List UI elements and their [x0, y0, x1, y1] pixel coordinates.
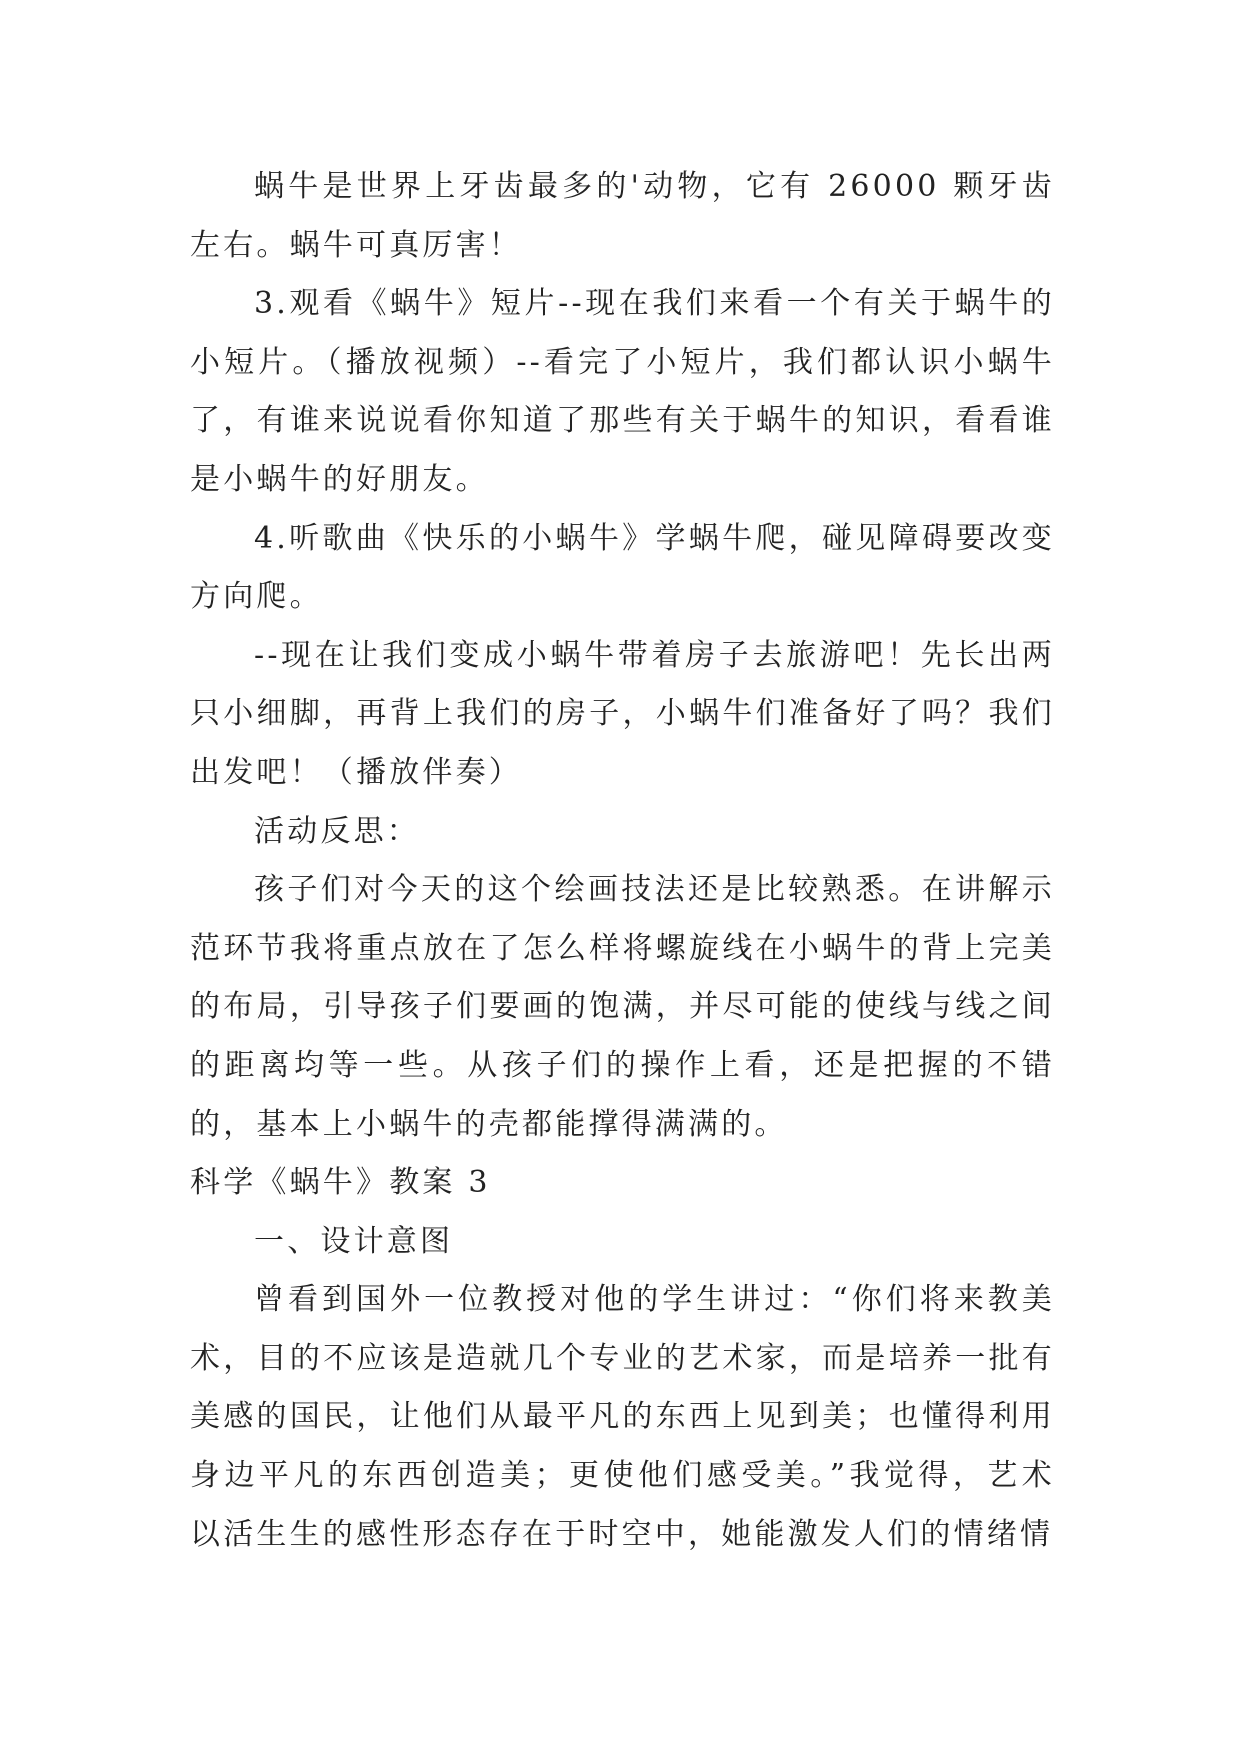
- section-title: 科学《蜗牛》教案 3: [190, 1165, 491, 1201]
- paragraph-design-intent-heading: 一、设计意图: [254, 1223, 454, 1259]
- paragraph-watch-video: 3.观看《蜗牛》短片--现在我们来看一个有关于蜗牛的小短片。（播放视频）--看完了小短片，我们都认识小蜗牛了，有谁来说说看你知道了那些有关于蜗牛的知识，看看谁是小蜗牛的好朋友。: [190, 286, 1055, 497]
- paragraph-reflection-body: 孩子们对今天的这个绘画技法还是比较熟悉。在讲解示范环节我将重点放在了怎么样将螺旋线在小蜗牛的背上完美的布局，引导孩子们要画的饱满，并尽可能的使线与线之间的距离均等一些。从孩子们的操作上看，还是把握的不错的，基本上小蜗牛的壳都能撑得满满的。: [190, 872, 1055, 1142]
- paragraph-travel-game: --现在让我们变成小蜗牛带着房子去旅游吧！先长出两只小细脚，再背上我们的房子，小蜗牛们准备好了吗？我们出发吧！（播放伴奏）: [190, 637, 1055, 790]
- paragraph-reflection-heading: 活动反思：: [254, 813, 420, 849]
- paragraph-snail-teeth: 蜗牛是世界上牙齿最多的'动物，它有 26000 颗牙齿左右。蜗牛可真厉害！: [190, 169, 1055, 263]
- paragraph-design-intent-body: 曾看到国外一位教授对他的学生讲过：“你们将来教美术，目的不应该是造就几个专业的艺术家，而是培养一批有美感的国民，让他们从最平凡的东西上见到美；也懂得利用身边平凡的东西创造美；更使他们感受美。”我觉得，艺术以活生生的感性形态存在于时空中，她能激发人们的情绪情: [190, 1282, 1055, 1552]
- paragraph-listen-song: 4.听歌曲《快乐的小蜗牛》学蜗牛爬，碰见障碍要改变方向爬。: [190, 520, 1055, 615]
- document-page: [190, 158, 1055, 1564]
